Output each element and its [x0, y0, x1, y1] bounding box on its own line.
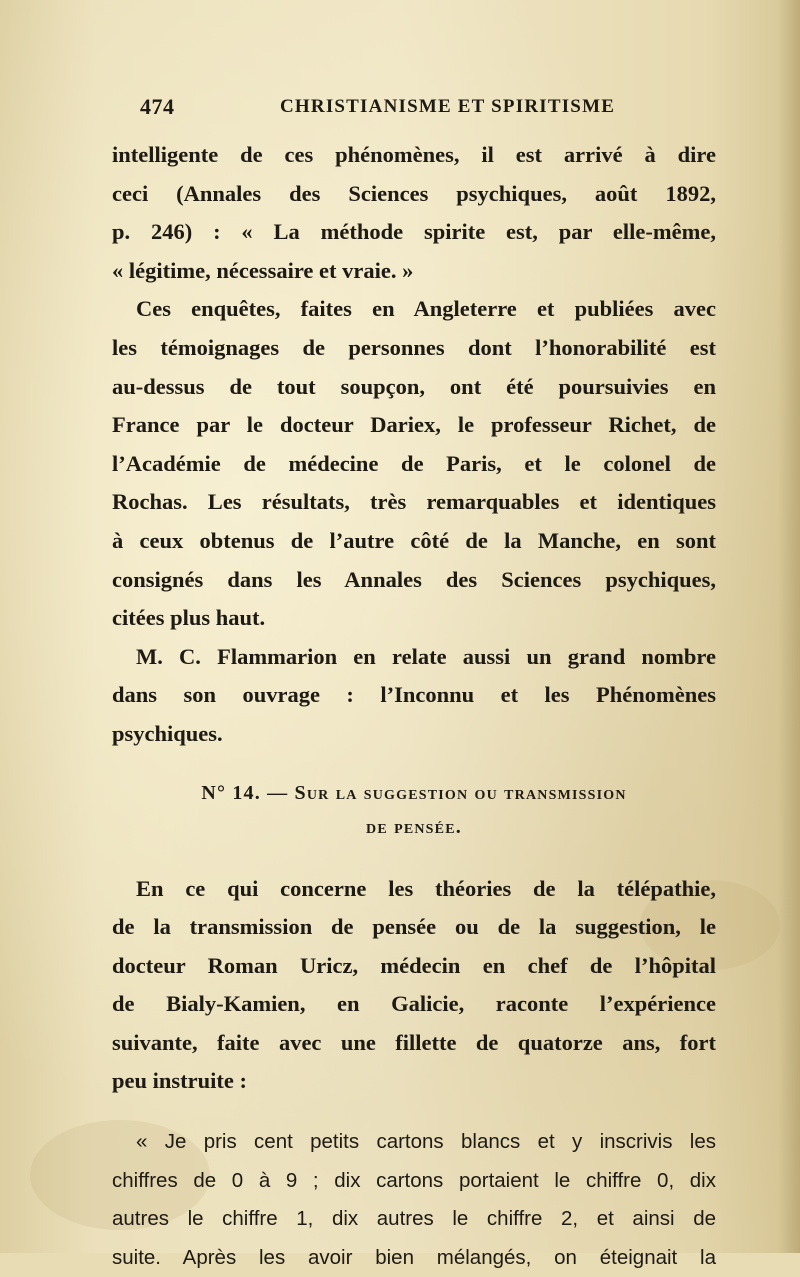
text-line: suite. Après les avoir bien mélangés, on éteignait la — [112, 1245, 716, 1269]
text-line: dans son ouvrage : l’Inconnu et les Phénomènes — [112, 682, 716, 708]
text-line: l’Académie de médecine de Paris, et le colonel de — [112, 450, 716, 476]
text-line: autres le chiffre 1, dix autres le chiffre 2, et ainsi de — [112, 1207, 716, 1231]
text-line: peu instruite : — [112, 1068, 247, 1094]
page-edge-shadow — [778, 0, 800, 1253]
spacer — [112, 754, 716, 776]
text-line: « Je pris cent petits cartons blancs et y inscrivis les — [136, 1130, 716, 1154]
text-line: En ce qui concerne les théories de la télépathie, — [136, 875, 716, 901]
paragraph-3 — [112, 638, 716, 754]
quotation — [112, 1123, 716, 1277]
body-text — [112, 136, 716, 1277]
text-line: « légitime, nécessaire et vraie. » — [112, 257, 414, 283]
text-line: citées plus haut. — [112, 605, 266, 631]
text-line: au-dessus de tout soupçon, ont été poursuivies en — [112, 373, 716, 399]
section-heading — [112, 776, 716, 844]
paragraph-1 — [112, 136, 716, 290]
text-line: ceci (Annales des Sciences psychiques, août 1892, — [112, 180, 716, 206]
text-line: M. C. Flammarion en relate aussi un grand nombre — [136, 643, 716, 669]
running-title: CHRISTIANISME ET SPIRITISME — [280, 96, 616, 117]
running-header — [140, 94, 700, 124]
section-heading-line: N° 14. — Sur la suggestion ou transmission — [201, 781, 627, 804]
paragraph-2 — [112, 290, 716, 637]
text-line: à ceux obtenus de l’autre côté de la Manche, en sont — [112, 527, 716, 553]
text-line: psychiques. — [112, 720, 223, 746]
text-line: intelligente de ces phénomènes, il est arrivé à dire — [112, 142, 716, 167]
text-line: docteur Roman Uricz, médecin en chef de l’hôpital — [112, 952, 716, 978]
paragraph-4 — [112, 870, 716, 1102]
text-line: chiffres de 0 à 9 ; dix cartons portaient le chiffre 0, dix — [112, 1168, 716, 1192]
text-line: de Bialy-Kamien, en Galicie, raconte l’expérience — [112, 991, 716, 1017]
text-line: suivante, faite avec une fillette de quatorze ans, fort — [112, 1029, 716, 1055]
spacer — [112, 1101, 716, 1123]
text-line: consignés dans les Annales des Sciences psychiques, — [112, 566, 716, 592]
section-heading-line: de pensée. — [366, 815, 462, 838]
text-line: p. 246) : « La méthode spirite est, par elle-même, — [112, 219, 716, 245]
text-line: Ces enquêtes, faites en Angleterre et publiées avec — [136, 296, 716, 322]
text-line: Rochas. Les résultats, très remarquables et identiques — [112, 489, 716, 515]
text-line: France par le docteur Dariex, le professeur Richet, de — [112, 412, 716, 438]
spacer — [112, 844, 716, 870]
page-number: 474 — [140, 94, 175, 119]
text-line: les témoignages de personnes dont l’honorabilité est — [112, 334, 716, 360]
text-line: de la transmission de pensée ou de la suggestion, le — [112, 914, 716, 940]
